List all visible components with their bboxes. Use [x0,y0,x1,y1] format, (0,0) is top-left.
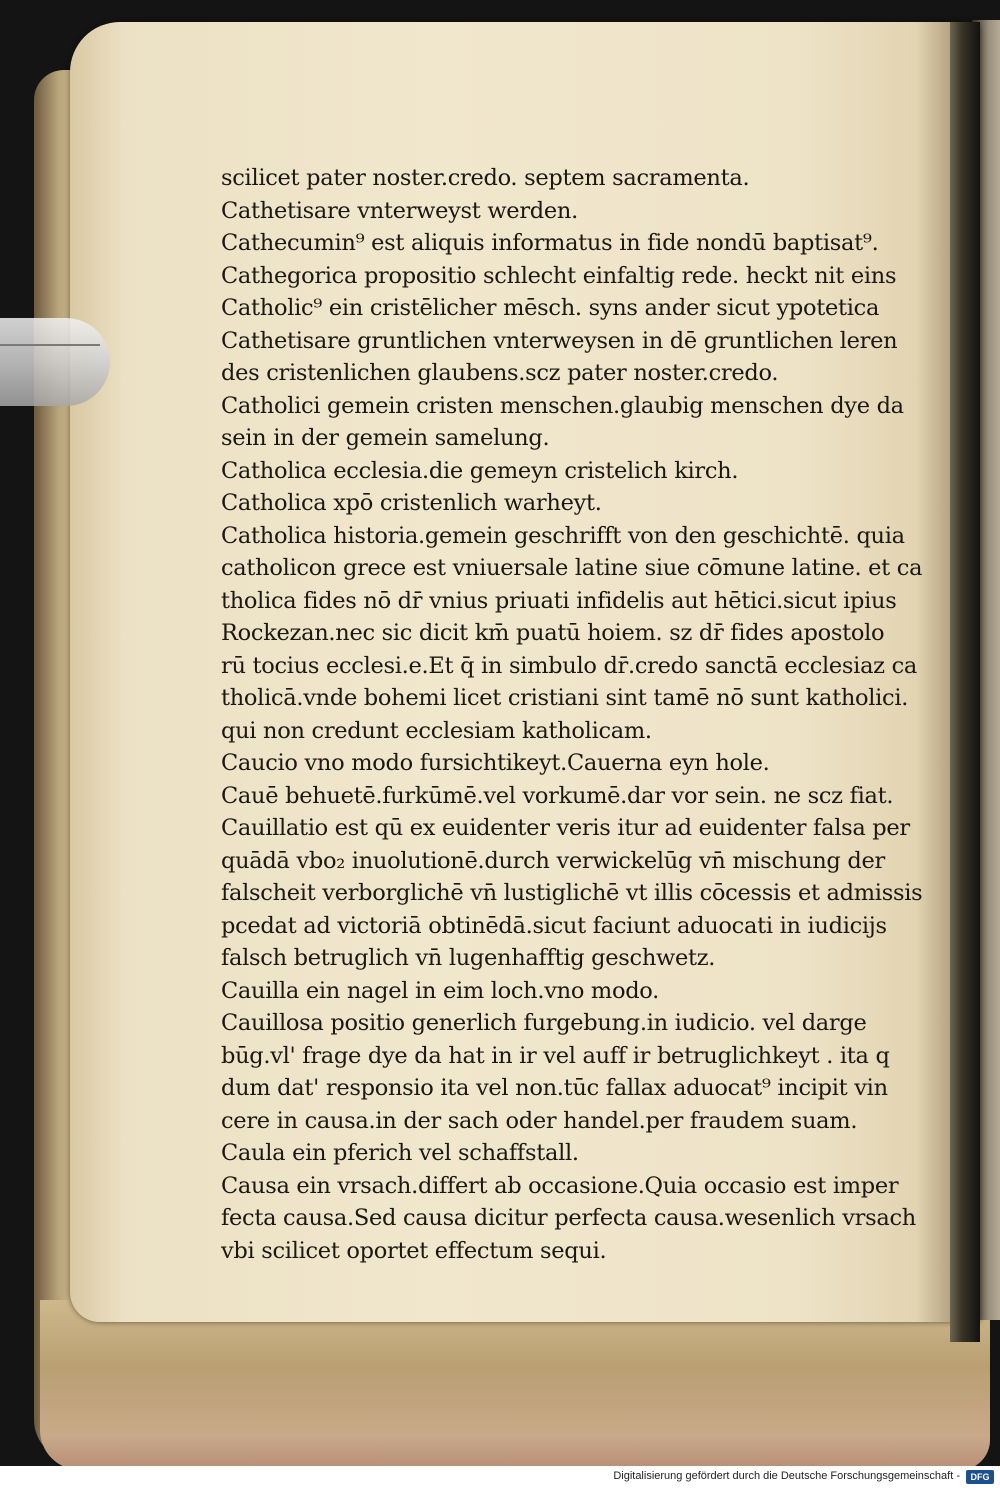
book-bottom-edge [40,1300,990,1470]
text-line: Caula ein pferich vel schaffstall. [221,1140,579,1166]
text-line: rū tocius ecclesi.e.Et q̄ in simbulo dr̄.credo sanctā ecclesiaz ca [221,652,917,679]
text-line: Cauē behuetē.furkūmē.vel vorkumē.dar vor sein. ne scz fiat. [221,782,894,809]
page-gutter [950,22,980,1342]
text-line: des cristenlichen glaubens.scz pater noster.credo. [221,360,779,386]
text-line: pcedat ad victoriā obtinēdā.sicut faciunt aduocati in iudicijs [221,912,887,939]
text-line: quādā vbo₂ inuolutionē.durch verwickelūg vn̄ mischung der [221,847,885,874]
text-line: Cathegorica propositio schlecht einfaltig rede. heckt nit eins [221,262,897,289]
text-line: Catholica xpō cristenlich warheyt. [221,490,602,516]
text-line: cere in causa.in der sach oder handel.per fraudem suam. [221,1107,858,1134]
text-line: Cauilla ein nagel in eim loch.vno modo. [221,977,660,1004]
text-line: tholica fides nō dr̄ vnius priuati infidelis aut hētici.sicut ipius [221,587,897,614]
text-line: Catholic⁹ ein cristēlicher mēsch. syns ander sicut ypotetica [221,295,880,321]
text-line: fecta causa.Sed causa dicitur perfecta causa.wesenlich vrsach [221,1205,916,1231]
text-line: Cauillatio est qū ex euidenter veris itur ad euidenter falsa per [221,815,910,841]
incunable-text-block [221,162,921,1267]
text-line: Cathecumin⁹ est aliquis informatus in fide nondū baptisat⁹. [221,230,879,256]
text-line: scilicet pater noster.credo. septem sacramenta. [221,165,750,191]
text-line: Catholica ecclesia.die gemeyn cristelich kirch. [221,457,739,484]
text-line-caucio [221,747,921,780]
text-line: Rockezan.nec sic dicit km̄ puatū hoiem. sz dr̄ fides apostolo [221,620,885,646]
digitization-footer [0,1466,1000,1491]
text-line: falscheit verborglichē vn̄ lustiglichē vt illis cōcessis et admissis [221,880,923,906]
text-line: Cathetisare vnterweyst werden. [221,197,578,224]
text-line: catholicon grece est vniuersale latine siue cōmune latine. et ca [221,555,923,581]
text-line: sein in der gemein samelung. [221,425,550,451]
caucio-entry: Caucio vno modo fursichtikeyt. [221,750,568,776]
text-line: būg.vl' frage dye da hat in ir vel auff ir betruglichkeyt . ita q [221,1042,890,1069]
text-line: Catholica historia.gemein geschrifft von den geschichtē. quia [221,522,905,549]
page-clip [0,318,110,406]
text-line: vbi scilicet oportet effectum sequi. [221,1237,607,1264]
text-line: Cathetisare gruntlichen vnterweysen in dē gruntlichen leren [221,327,898,354]
text-line: falsch betruglich vn̄ lugenhafftig geschwetz. [221,945,716,971]
text-line: Causa ein vrsach.differt ab occasione.Quia occasio est imper [221,1172,899,1199]
text-line: dum dat' responsio ita vel non.tūc fallax aduocat⁹ incipit vin [221,1075,888,1101]
funding-credit: Digitalisierung gefördert durch die Deutsche Forschungsgemeinschaft - [613,1470,960,1482]
cauerna-entry: Cauerna eyn hole. [567,750,770,776]
text-line: Cauillosa positio generlich furgebung.in iudicio. vel darge [221,1010,867,1036]
text-line: tholicā.vnde bohemi licet cristiani sint tamē nō sunt katholici. [221,685,909,711]
dfg-logo: DFG [966,1470,994,1484]
text-line: Catholici gemein cristen menschen.glaubig menschen dye da [221,392,904,419]
page-clip-edge [0,344,100,346]
text-line: qui non credunt ecclesiam katholicam. [221,717,652,744]
